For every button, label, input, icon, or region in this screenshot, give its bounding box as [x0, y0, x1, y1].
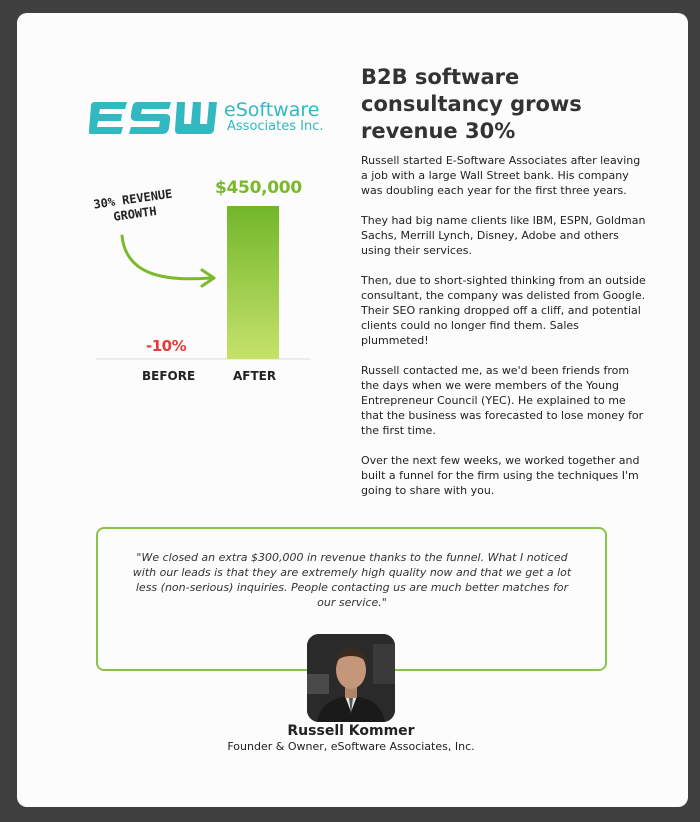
testimonial-name: Russell Kommer [287, 723, 415, 739]
body-paragraph: Then, due to short-sighted thinking from an outside consultant, the company was delisted from Google. Their SEO ranking dropped off a cliff, and potential clients could no longer find them. Sales plummeted! [361, 274, 646, 347]
company-logo [89, 100, 324, 136]
avatar [307, 634, 395, 722]
revenue-chart [92, 174, 311, 390]
logo-brand-suffix: Associates Inc. [227, 119, 324, 134]
body-paragraph: Russell contacted me, as we'd been friends from the days when we were members of the Young Entrepreneur Council (YEC). He explained to me that the business was forecasted to lose money for the first time. [361, 364, 644, 437]
case-study-body [361, 153, 646, 513]
bar-after [227, 206, 279, 359]
logo-brand-name: eSoftware [224, 99, 320, 121]
before-value-label: -10% [146, 337, 187, 355]
person-photo-icon [307, 634, 395, 722]
body-paragraph: They had big name clients like IBM, ESPN, Goldman Sachs, Merrill Lynch, Disney, Adobe and others using their services. [361, 214, 646, 257]
category-before-label: BEFORE [142, 369, 196, 383]
testimonial-title: Founder & Owner, eSoftware Associates, Inc. [227, 740, 475, 753]
growth-arrow-icon [122, 236, 210, 279]
body-paragraph: Over the next few weeks, we worked together and built a funnel for the firm using the techniques I'm going to share with you. [361, 454, 640, 497]
growth-annotation: 30% REVENUE GROWTH [92, 186, 174, 224]
testimonial-quote: "We closed an extra $300,000 in revenue thanks to the funnel. What I noticed with our leads is that they are extremely high quality now and that we get a lot less (non-serious) inquiries. People contacting us are much better matches for our service." [132, 551, 572, 609]
esw-logo-mark [89, 102, 217, 134]
case-study-headline: B2B software consultancy grows revenue 30% [361, 65, 582, 143]
after-value-label: $450,000 [215, 178, 302, 198]
category-after-label: AFTER [233, 369, 277, 383]
body-paragraph: Russell started E-Software Associates after leaving a job with a large Wall Street bank. His company was doubling each year for the first three years. [361, 154, 641, 197]
